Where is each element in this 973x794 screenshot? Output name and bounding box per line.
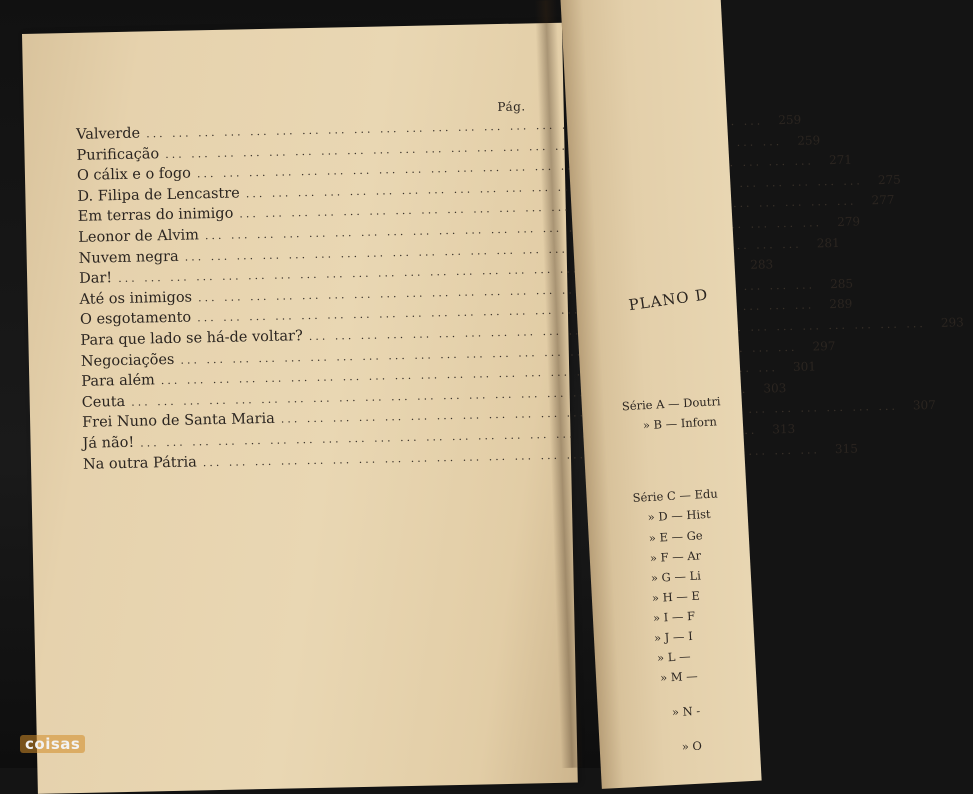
series-line: » N - [671,703,701,720]
series-line: Série A — Doutri [621,394,721,414]
toc-entry-page: 259 [778,112,802,128]
plan-heading: PLANO D [627,285,710,315]
toc-entry-title: Leonor de Alvim [78,227,200,246]
toc-entry-title: O cálix e o fogo [76,165,192,185]
toc-entry-page: 313 [772,421,796,437]
toc-entry-page: 315 [834,441,859,456]
toc-entry-page: 303 [763,380,787,396]
toc-entry-page: 275 [877,172,901,187]
toc-entry-page: 293 [940,315,964,330]
page-column-header: Pág. [497,99,526,115]
toc-entry-page: 285 [830,276,854,291]
series-line: » M — [659,668,699,685]
series-line: » G — Li [650,568,702,586]
toc-entry-page: 277 [871,193,895,208]
series-line: » E — Ge [648,528,703,546]
toc-entry-title: Na outra Pátria [82,453,197,473]
toc-entry-title: O esgotamento [79,309,192,329]
toc-entry-title: Para que lado se há-de voltar? [80,328,303,349]
toc-entry-title: Dar! [78,270,113,288]
toc-entry-title: Negociações [80,351,175,370]
series-line: » L — [656,649,691,665]
toc-entry-title: Nuvem negra [78,248,179,267]
series-line: Série C — Edu [632,486,719,505]
series-line: » I — F [652,608,696,625]
toc-entry-page: 297 [812,338,836,354]
toc-entry-page: 301 [792,359,817,375]
toc-entry-title: Valverde [75,125,141,143]
toc-entry-title: D. Filipa de Lencastre [77,185,240,205]
toc-entry-page: 279 [836,214,861,229]
series-line: » H — E [651,588,701,606]
watermark-logo: coisas [20,735,85,753]
toc-entry-title: Purificação [76,145,160,164]
series-line: » F — Ar [649,548,702,566]
toc-entry-title: Até os inimigos [79,289,193,308]
toc-entry-title: Em terras do inimigo [77,205,234,226]
series-line: » J — I [653,628,694,645]
toc-entry-page: 289 [829,297,853,312]
toc-entry-title: Frei Nuno de Santa Maria [81,411,275,432]
toc-entry-page: 259 [797,132,821,148]
toc-entry-title: Ceuta [81,393,126,411]
toc-entry-title: Já não! [82,434,135,452]
toc-entry-page: 271 [828,152,853,168]
toc-entry-title: Para além [81,372,156,390]
series-line: » D — Hist [647,506,711,525]
toc-entry-page: 283 [750,257,774,272]
toc-entry-page: 281 [816,235,840,250]
series-line: » O [681,738,703,754]
toc-entry-page: 307 [912,398,937,413]
series-line: » B — Inforn [642,414,718,433]
